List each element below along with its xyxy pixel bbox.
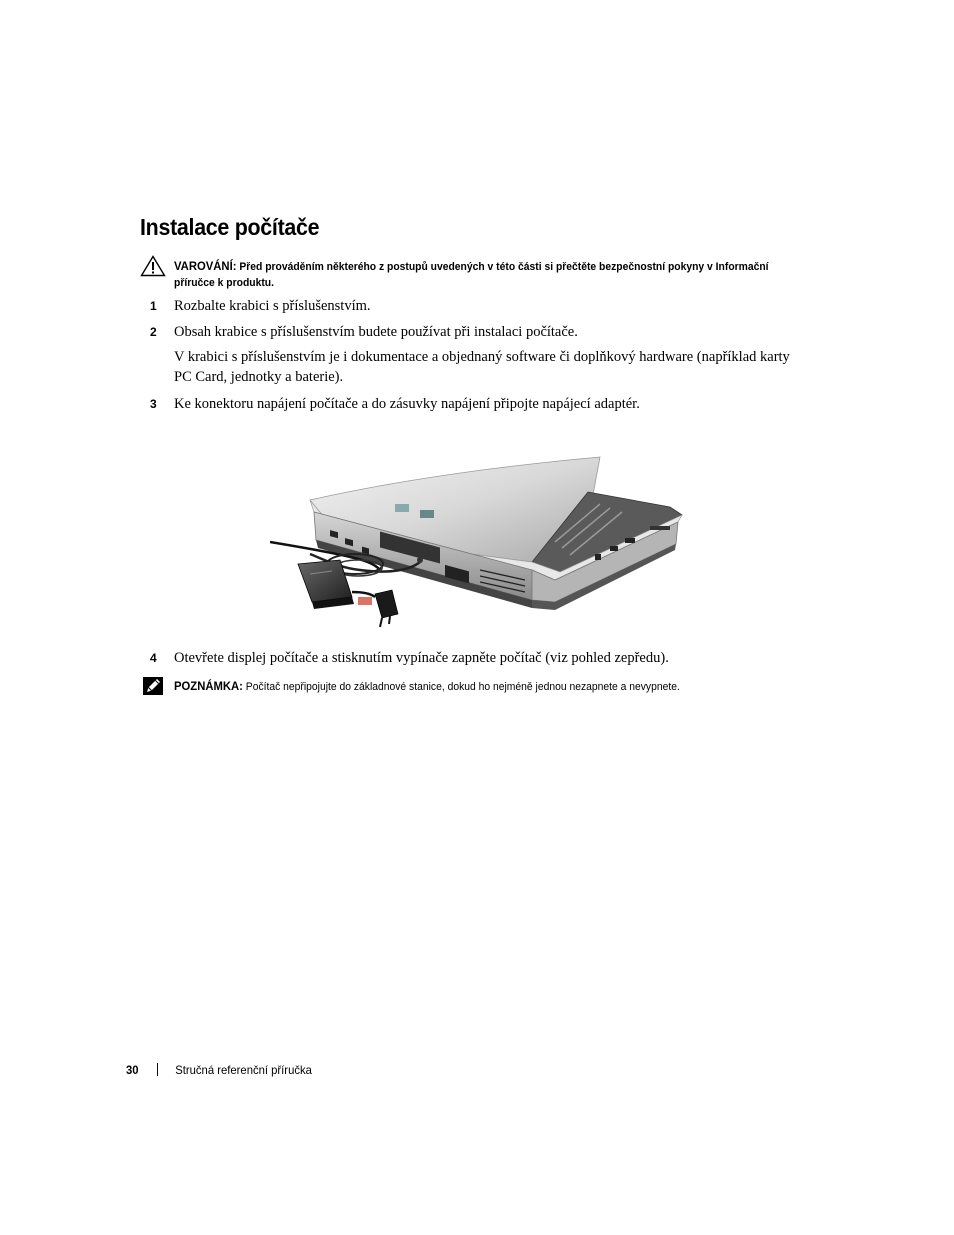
footer-title: Stručná referenční příručka (175, 1063, 312, 1077)
step-text: Otevřete displej počítače a stisknutím vypínače zapněte počítač (viz pohled zepředu). (174, 650, 669, 666)
step-text: Ke konektoru napájení počítače a do zásuvky napájení připojte napájecí adaptér. (174, 396, 640, 412)
step-number: 1 (150, 299, 157, 313)
page-number: 30 (126, 1063, 139, 1077)
pencil-note-icon (142, 676, 164, 696)
page-footer (126, 1062, 312, 1078)
step-number: 4 (150, 651, 157, 665)
warning-triangle-icon (140, 255, 166, 277)
note-text-block (174, 678, 776, 695)
step-number: 2 (150, 325, 157, 339)
note-label: POZNÁMKA: (174, 679, 243, 693)
step-2-paragraph: V krabici s příslušenstvím je i dokumentace a objednaný software či doplňkový hardware (například karty PC Card, jednotky a baterie). (174, 349, 790, 385)
page-title: Instalace počítače (140, 214, 320, 240)
note-message: Počítač nepřipojujte do základnové stanice, dokud ho nejméně jednou nezapnete a nevypnete. (245, 681, 680, 693)
footer-separator (157, 1063, 158, 1076)
warning-text-block (174, 258, 776, 291)
step-number: 3 (150, 397, 157, 411)
warning-label: VAROVÁNÍ: (174, 259, 237, 273)
step-text: Rozbalte krabici s příslušenstvím. (174, 298, 371, 314)
step-text: Obsah krabice s příslušenstvím budete používat při instalaci počítače. (174, 324, 578, 340)
warning-message: Před prováděním některého z postupů uvedených v této části si přečtěte bezpečnostní pokyny v Informační příručce k produktu. (174, 261, 769, 289)
laptop-with-adapter-illustration (270, 452, 690, 637)
